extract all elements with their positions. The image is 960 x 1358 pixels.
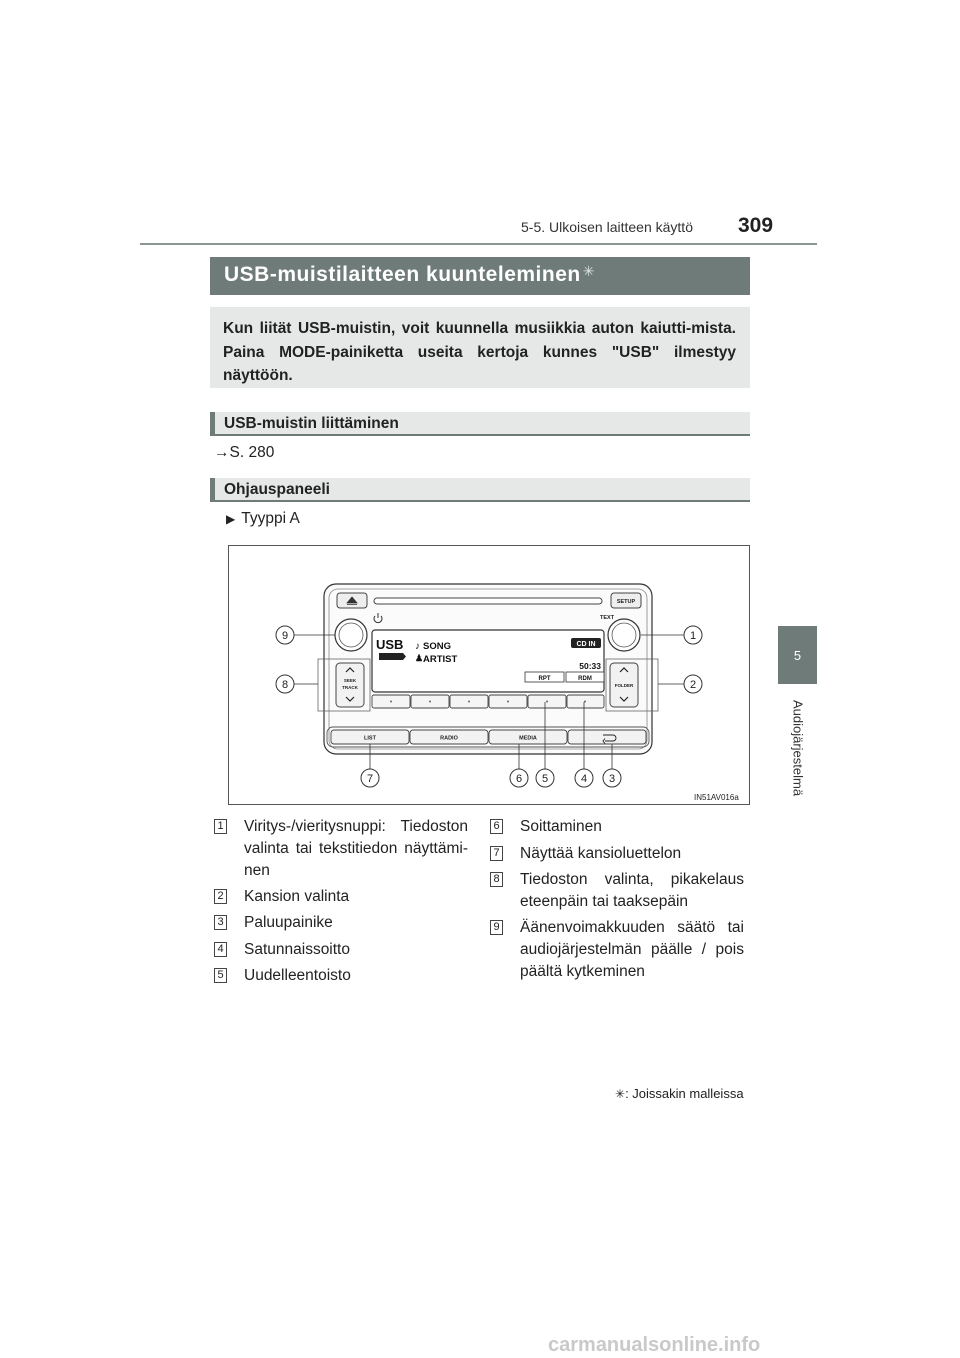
- section-title: USB-muistilaitteen kuunteleminen ✳: [224, 263, 595, 286]
- legend-number: 8: [490, 872, 503, 887]
- asterisk-icon: ✳: [582, 263, 595, 279]
- callout-2: 2: [689, 679, 697, 691]
- audio-panel-illustration: [229, 546, 749, 804]
- page-reference: →S. 280: [214, 444, 275, 461]
- callout-8: 8: [281, 679, 289, 691]
- svg-text:FOLDER: FOLDER: [614, 683, 634, 688]
- svg-text:RADIO: RADIO: [440, 735, 458, 742]
- setup-button-label: SETUP: [616, 599, 636, 605]
- display-song: SONG: [423, 641, 451, 652]
- audio-panel-figure: [228, 545, 750, 805]
- legend-number: 4: [214, 942, 227, 957]
- display-time: 50:33: [579, 661, 601, 671]
- legend-text: Uudelleentoisto: [244, 967, 351, 984]
- display-screen: [372, 630, 604, 692]
- svg-text:♪: ♪: [415, 641, 420, 652]
- legend-number: 7: [490, 846, 503, 861]
- intro-box: [210, 307, 750, 388]
- subheading-control-panel: Ohjauspaneeli: [210, 478, 750, 502]
- running-header-section: 5-5. Ulkoisen laitteen käyttö: [521, 219, 693, 235]
- display-rdm: RDM: [578, 676, 592, 682]
- footnote: [615, 1086, 744, 1101]
- legend-number: 2: [214, 889, 227, 904]
- legend-number: 5: [214, 968, 227, 983]
- legend-number: 9: [490, 920, 503, 935]
- svg-text:TRACK: TRACK: [342, 685, 358, 690]
- callout-5: 5: [541, 773, 549, 785]
- text-button-label: TEXT: [600, 615, 615, 621]
- back-button: [568, 730, 646, 744]
- svg-text:LIST: LIST: [364, 735, 376, 742]
- watermark: carmanualsonline.info: [548, 1334, 761, 1356]
- legend-text: Paluupainike: [244, 914, 333, 931]
- display-cd-in: CD IN: [576, 641, 596, 648]
- legend-text: Äänenvoimakkuuden säätö tai audiojärjestelmän päälle / pois päältä kytkeminen: [520, 919, 744, 980]
- svg-text:SEEK: SEEK: [343, 678, 357, 683]
- chapter-number: 5: [793, 647, 802, 663]
- display-source: USB: [376, 637, 404, 652]
- svg-text:MEDIA: MEDIA: [519, 735, 537, 742]
- legend-text: Soittaminen: [520, 818, 602, 835]
- chapter-tab: [778, 626, 817, 684]
- legend-number: 3: [214, 915, 227, 930]
- callout-3: 3: [608, 773, 616, 785]
- header-rule: [140, 243, 817, 245]
- figure-code: IN51AV016a: [694, 793, 739, 802]
- callout-4: 4: [580, 773, 588, 785]
- type-label: ▶ Tyyppi A: [226, 510, 300, 527]
- chapter-label: Audiojärjestelmä: [790, 699, 806, 797]
- legend-text: Näyttää kansioluettelon: [520, 845, 682, 862]
- triangle-bullet-icon: ▶: [226, 512, 236, 526]
- intro-text: Kun liität USB-muistin, voit kuunnella musiikkia auton kaiutti-mista. Paina MODE-painiketta useita kertoja kunnes "USB" ilmestyy näyttöön.: [223, 320, 736, 384]
- display-rpt: RPT: [538, 676, 551, 682]
- legend-text: Viritys-/vieritysnuppi: Tiedoston valinta tai tekstitiedon näyttämi-nen: [244, 818, 468, 879]
- footnote-text: : Joissakin malleissa: [625, 1086, 744, 1101]
- section-title-bar: [210, 257, 750, 295]
- legend-number: 6: [490, 819, 503, 834]
- asterisk-icon: ✳: [615, 1087, 626, 1101]
- callout-9: 9: [281, 630, 289, 642]
- legend-text: Satunnaissoitto: [244, 941, 350, 958]
- subheading-usb-connect: USB-muistin liittäminen: [210, 412, 750, 436]
- legend-text: Tiedoston valinta, pikakelaus eteenpäin tai taaksepäin: [520, 871, 744, 910]
- legend-text: Kansion valinta: [244, 888, 350, 905]
- callout-6: 6: [515, 773, 523, 785]
- svg-text:♟: ♟: [415, 653, 424, 663]
- legend-number: 1: [214, 819, 227, 834]
- callout-7: 7: [366, 773, 374, 785]
- page-number: 309: [738, 214, 774, 237]
- callout-1: 1: [689, 630, 697, 642]
- display-artist: ARTIST: [423, 654, 458, 665]
